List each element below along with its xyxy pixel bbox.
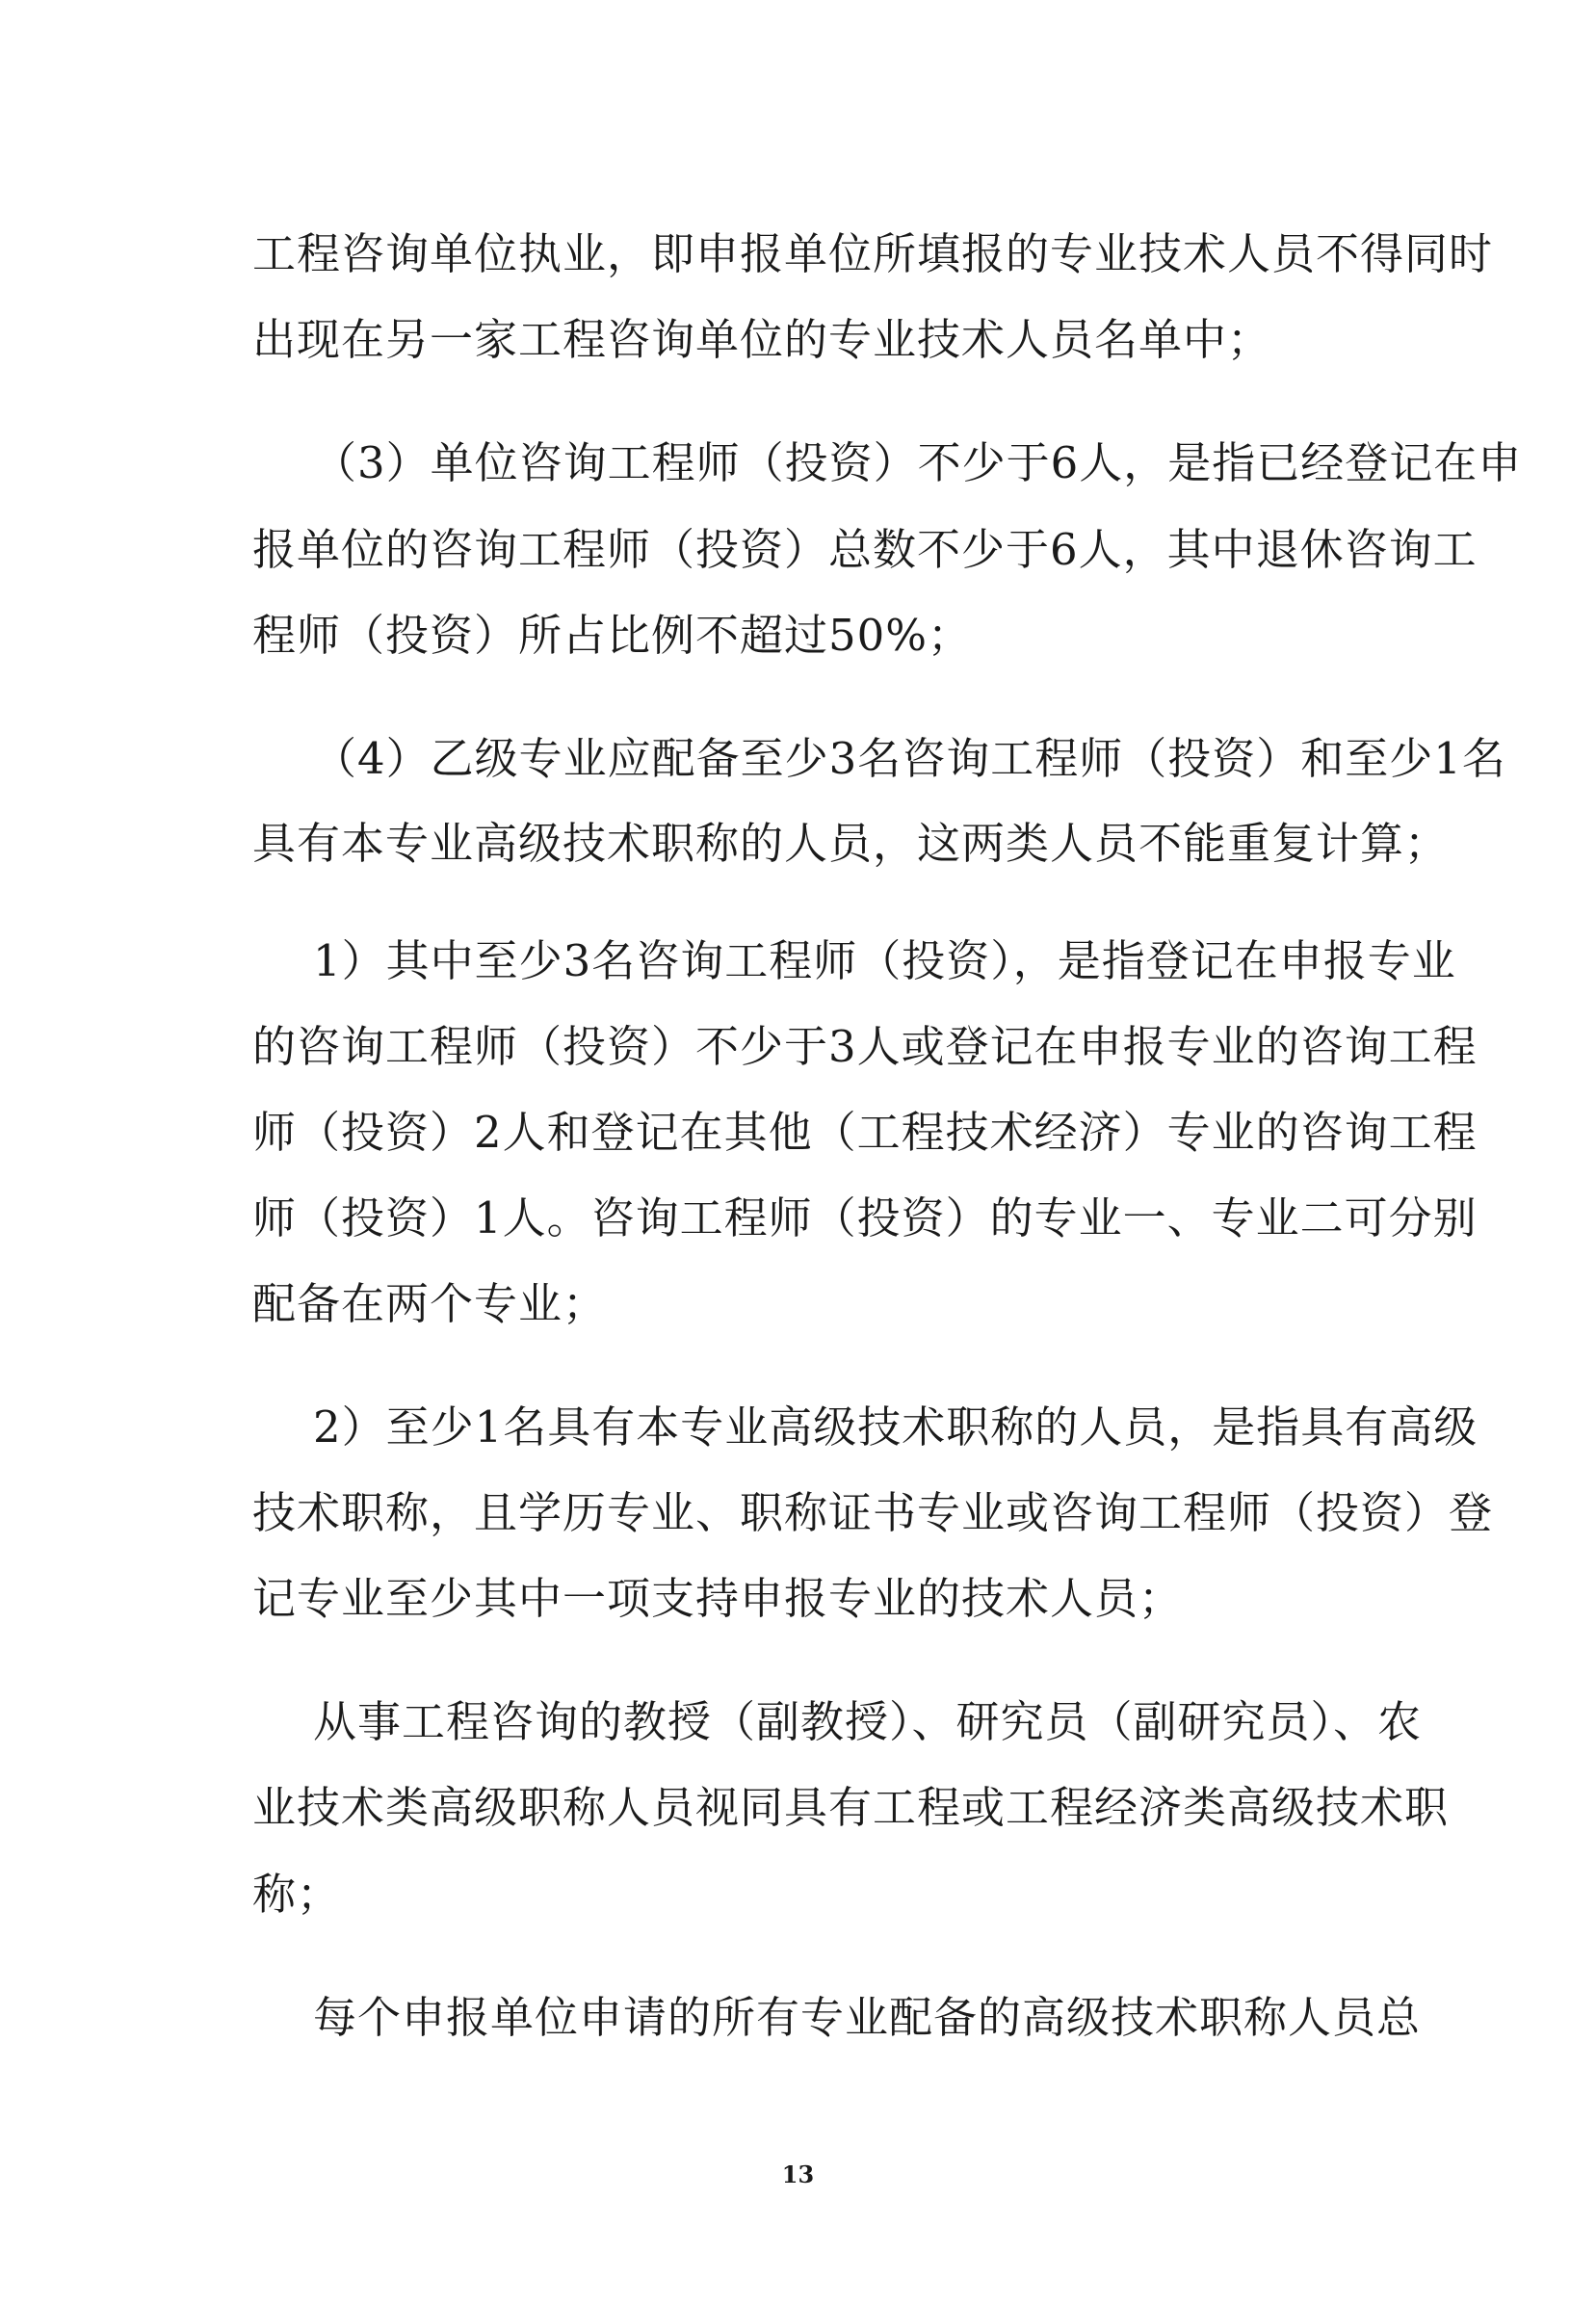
text-line: 报单位的咨询工程师（投资）总数不少于6人，其中退休咨询工	[252, 524, 1478, 575]
text-line: 程师（投资）所占比例不超过50%；	[252, 610, 973, 661]
text-line: 配备在两个专业；	[252, 1278, 608, 1329]
text-line: （4）乙级专业应配备至少3名咨询工程师（投资）和至少1名	[313, 733, 1506, 784]
text-line: 具有本专业高级技术职称的人员，这两类人员不能重复计算；	[252, 818, 1450, 869]
text-line: （3）单位咨询工程师（投资）不少于6人，是指已经登记在申	[313, 437, 1523, 488]
text-line: 记专业至少其中一项支持申报专业的技术人员；	[252, 1573, 1184, 1624]
text-line: 1）其中至少3名咨询工程师（投资），是指登记在申报专业	[313, 935, 1456, 986]
text-line: 工程咨询单位执业，即申报单位所填报的专业技术人员不得同时	[252, 228, 1494, 279]
text-line: 从事工程咨询的教授（副教授）、研究员（副研究员）、农	[313, 1696, 1423, 1747]
text-line: 师（投资）1人。咨询工程师（投资）的专业一、专业二可分别	[252, 1192, 1478, 1244]
text-line: 出现在另一家工程咨询单位的专业技术人员名单中；	[252, 314, 1272, 365]
text-line: 每个申报单位申请的所有专业配备的高级技术职称人员总	[313, 1992, 1422, 2043]
text-line: 师（投资）2人和登记在其他（工程技术经济）专业的咨询工程	[252, 1107, 1478, 1158]
text-line: 的咨询工程师（投资）不少于3人或登记在申报专业的咨询工程	[252, 1021, 1478, 1072]
text-line: 称；	[252, 1869, 342, 1920]
text-line: 业技术类高级职称人员视同具有工程或工程经济类高级技术职	[252, 1782, 1450, 1833]
text-line: 技术职称，且学历专业、职称证书专业或咨询工程师（投资）登	[252, 1487, 1494, 1538]
text-line: 2）至少1名具有本专业高级技术职称的人员，是指具有高级	[313, 1401, 1478, 1453]
page-number: 13	[781, 2160, 815, 2188]
